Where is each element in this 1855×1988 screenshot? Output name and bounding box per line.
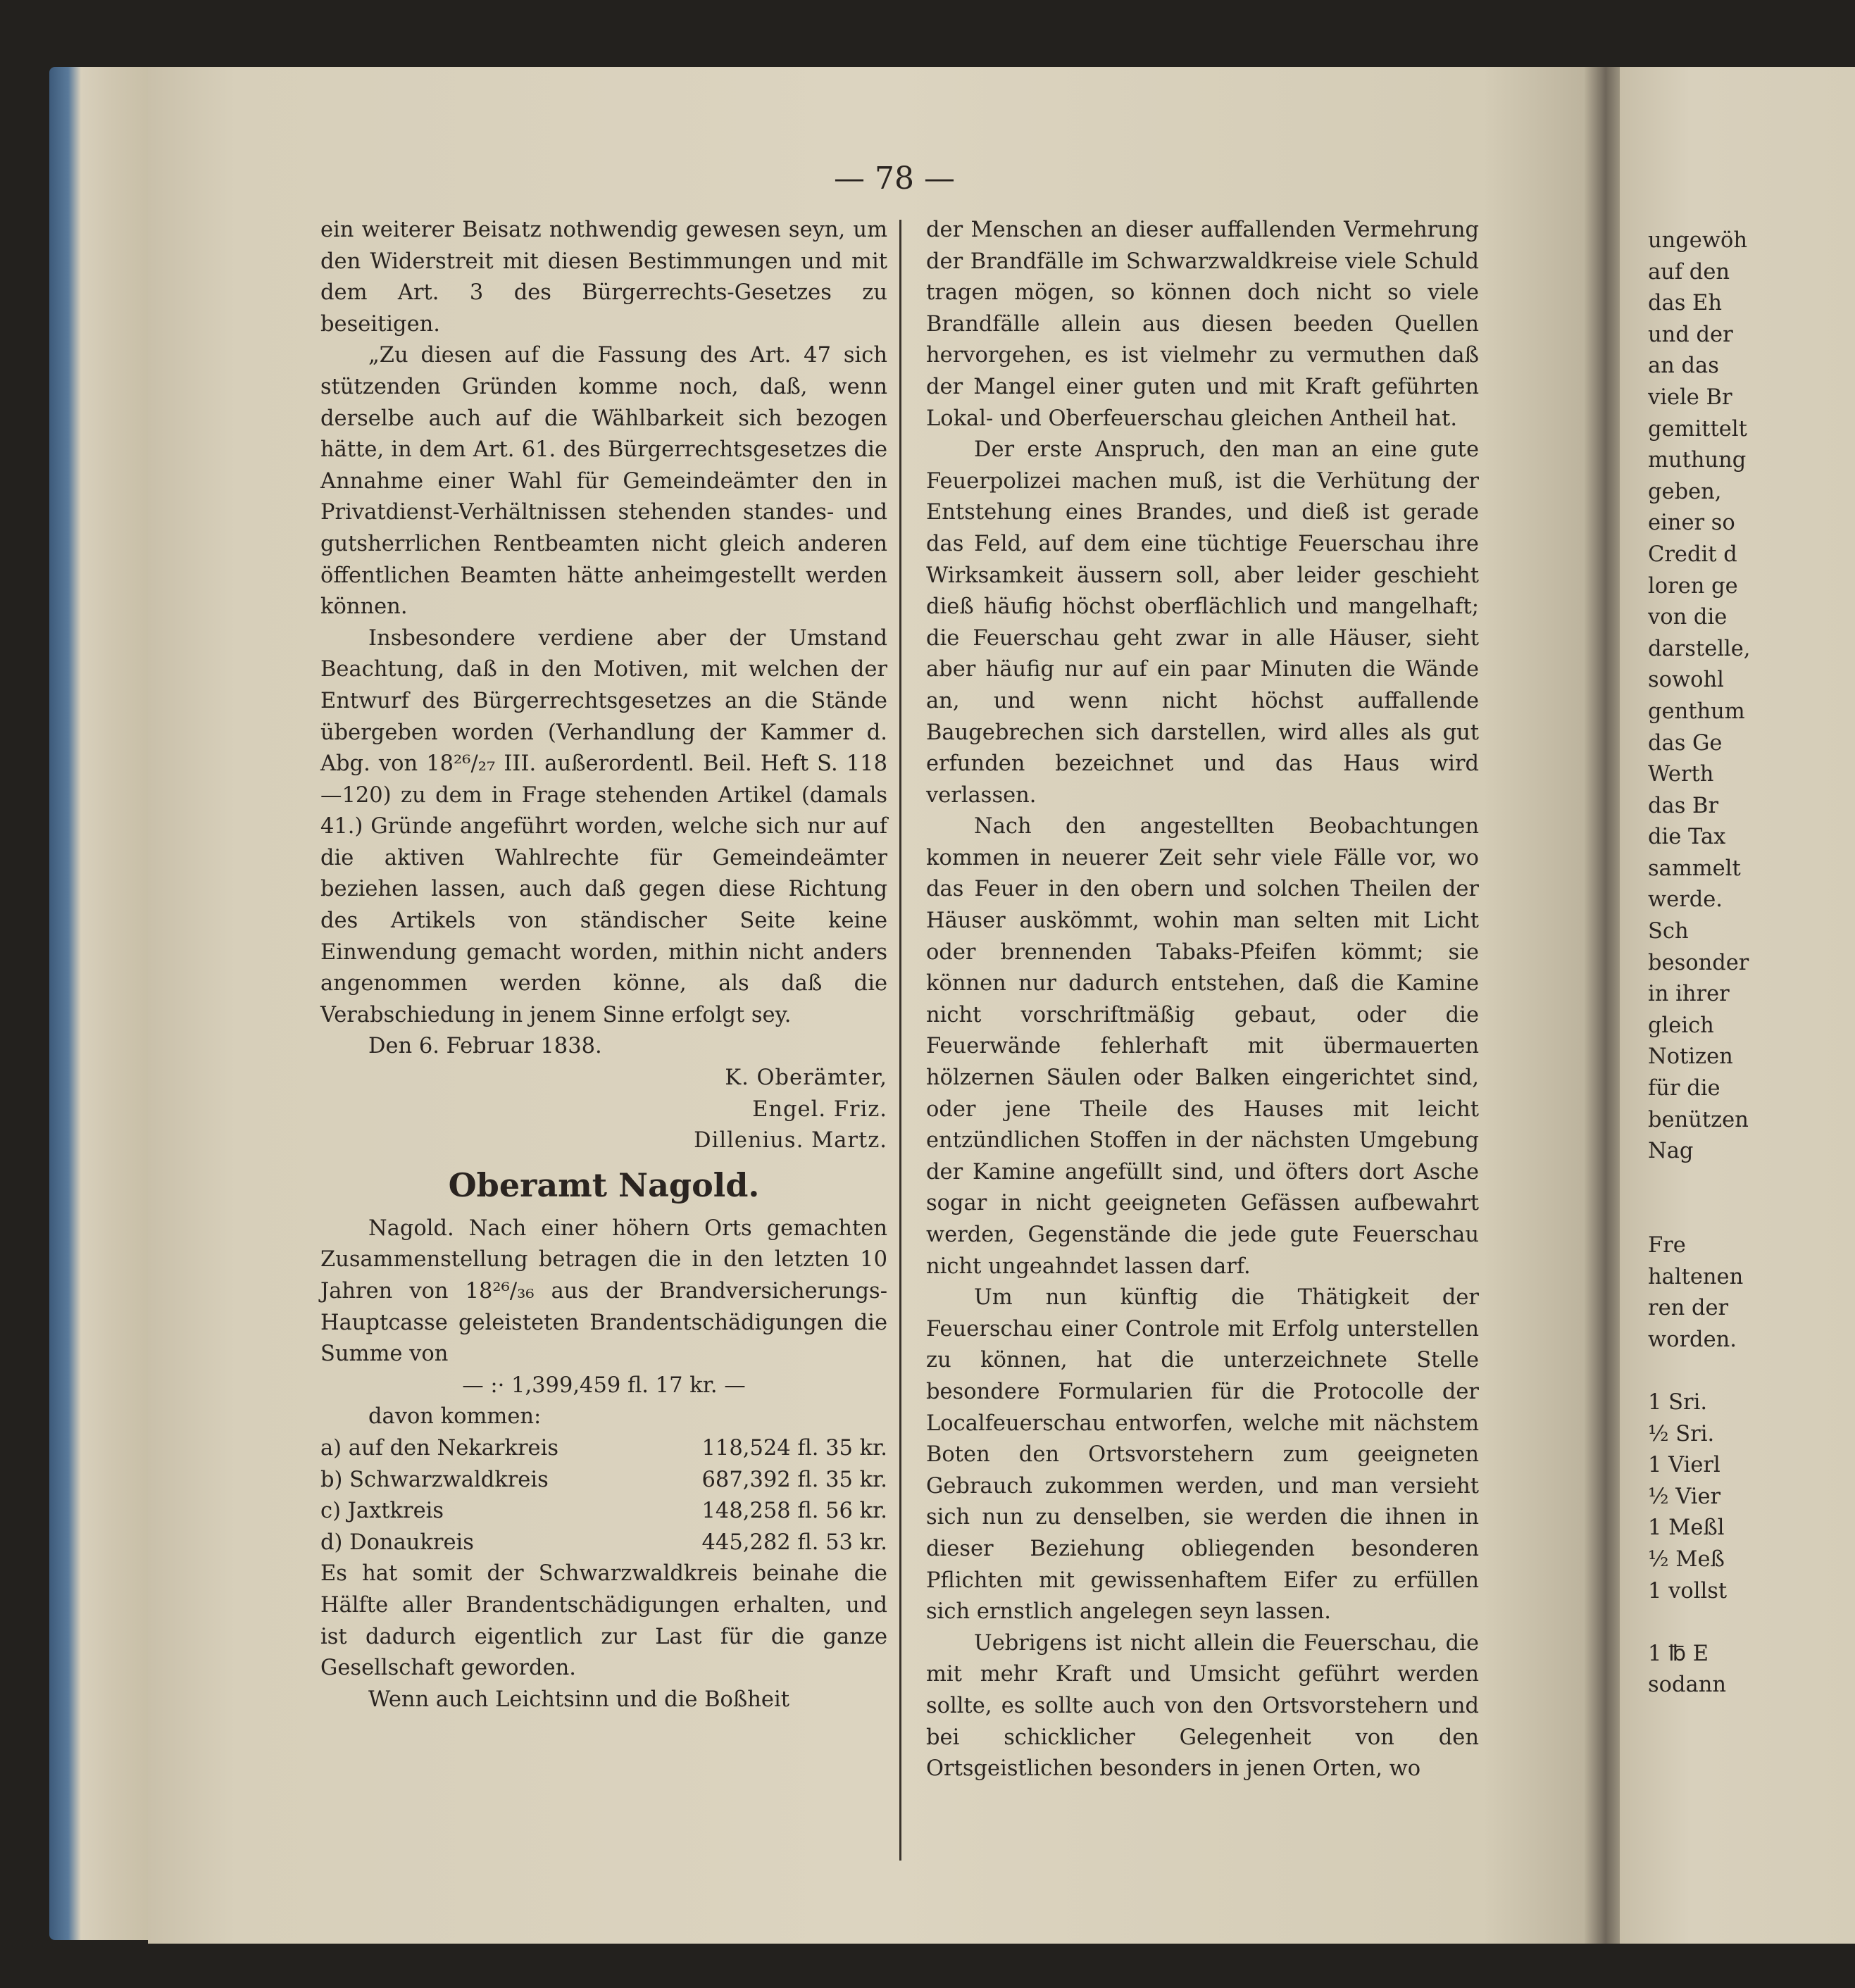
column-divider <box>899 220 901 1861</box>
row-amount: 687,392 fl. 35 kr. <box>701 1467 887 1492</box>
row-label: a) auf den Nekarkreis <box>320 1435 559 1461</box>
davon-line: davon kommen: <box>368 1404 542 1430</box>
table-row <box>320 1496 887 1527</box>
signature-line: K. Oberämter, <box>725 1065 887 1091</box>
table-row <box>320 1433 887 1465</box>
text-fragment: Credit d <box>1648 542 1737 567</box>
text-fragment: loren ge <box>1648 573 1738 599</box>
paragraph: Es hat somit der Schwarzwaldkreis beinahe die Hälfte aller Brandentschädigungen erhalten, und ist dadurch eigentlich zur Last für die ganze Gesellschaft geworden. <box>320 1561 887 1681</box>
text-fragment: sammelt <box>1648 856 1741 881</box>
paragraph: Nach den angestellten Beobachtungen kommen in neuerer Zeit sehr viele Fälle vor, wo das Feuer in den obern und solchen Theilen der Häuser auskömmt, wohin man selten mit Licht oder brennenden Tabaks-Pfeifen kömmt; sie können nur dadurch entstehen, daß die Kamine nicht vorschriftmäßig gebaut, oder die Feuerwände fehlerhaft mit übermauerten hölzernen Säulen oder Balken eingerichtet sind, oder jene Theile des Hauses mit leicht entzündlichen Stoffen in der nächsten Umgebung der Kamine angefüllt sind, und öfters dort Asche sogar in nicht geeigneten Gefässen aufbewahrt werden, Gegenstände die jede gute Feuerschau nicht ungeahndet lassen darf. <box>926 814 1479 1279</box>
total-line: — :· 1,399,459 fl. 17 kr. — <box>462 1373 746 1398</box>
row-amount: 118,524 fl. 35 kr. <box>701 1435 887 1461</box>
table-row <box>320 1527 887 1559</box>
text-fragment: Nag <box>1648 1139 1694 1164</box>
text-fragment: worden. <box>1648 1327 1737 1352</box>
text-fragment: 1 Sri. <box>1648 1389 1708 1415</box>
left-column <box>320 215 887 1715</box>
text-fragment: ½ Meß <box>1648 1546 1725 1572</box>
text-fragment: sowohl <box>1648 668 1724 693</box>
text-fragment: sodann <box>1648 1673 1727 1698</box>
text-fragment: auf den <box>1648 259 1730 285</box>
text-fragment <box>1648 1356 1855 1387</box>
row-amount: 445,282 fl. 53 kr. <box>701 1530 887 1555</box>
paragraph: ein weiterer Beisatz nothwendig gewesen seyn, um den Widerstreit mit diesen Bestimmungen und mit dem Art. 3 des Bürgerrechts-Gesetzes zu beseitigen. <box>320 218 887 337</box>
text-fragment: besonder <box>1648 950 1749 975</box>
signature-line: Engel. Friz. <box>752 1096 887 1122</box>
text-fragment: die Tax <box>1648 825 1726 850</box>
text-fragment <box>1648 1199 1855 1230</box>
text-fragment: und der <box>1648 322 1733 347</box>
text-fragment: an das <box>1648 354 1719 379</box>
paragraph: Der erste Anspruch, den man an eine gute Feuerpolizei machen muß, ist die Verhütung der Entstehung eines Brandes, und dieß ist gerade das Feld, auf dem eine tüchtige Feuerschau ihre Wirksamkeit äussern soll, aber leider geschieht dieß häufig höchst oberflächlich und mangelhaft; die Feuerschau geht zwar in alle Häuser, sieht aber häufig nur auf ein paar Minuten die Wände an, und wenn nicht höchst auffallende Baugebrechen sich darstellen, wird alles als gut erfunden bezeichnet und das Haus wird verlassen. <box>926 437 1479 808</box>
row-amount: 148,258 fl. 56 kr. <box>701 1499 887 1524</box>
table-row <box>320 1465 887 1496</box>
paragraph: „Zu diesen auf die Fassung des Art. 47 sich stützenden Gründen komme noch, daß, wenn derselbe auch auf die Wählbarkeit sich bezogen hätte, in dem Art. 61. des Bürgerrechtsgesetzes die Annahme einer Wahl für Gemeindeämter den in Privatdienst-Verhältnissen stehenden standes- und gutsherrlichen Rentbeamten nicht gleich anderen öffentlichen Beamten hätte anheimgestellt werden können. <box>320 343 887 620</box>
text-fragment: Werth <box>1648 762 1714 787</box>
text-fragment: geben, <box>1648 479 1722 504</box>
text-fragment: benützen <box>1648 1107 1749 1132</box>
right-page-text-fragments <box>1648 225 1855 1701</box>
paragraph: der Menschen an dieser auffallenden Vermehrung der Brandfälle im Schwarzwaldkreise viele Schuld tragen mögen, so können doch nicht so viele Brandfälle allein aus diesen beeden Quellen hervorgehen, es ist vielmehr zu vermuthen daß der Mangel einer guten und mit Kraft geführten Lokal- und Oberfeuerschau gleichen Antheil hat. <box>926 218 1479 431</box>
text-fragment: das Br <box>1648 793 1719 818</box>
row-label: b) Schwarzwaldkreis <box>320 1467 549 1492</box>
amounts-table <box>320 1433 887 1558</box>
text-fragment: viele Br <box>1648 385 1732 410</box>
date-line: Den 6. Februar 1838. <box>368 1034 602 1059</box>
text-fragment: einer so <box>1648 511 1735 536</box>
text-fragment: ½ Sri. <box>1648 1421 1715 1446</box>
text-fragment: Fre <box>1648 1233 1686 1258</box>
page-number: — 78 — <box>834 161 955 196</box>
text-fragment: darstelle, <box>1648 636 1751 661</box>
text-fragment: für die <box>1648 1076 1720 1101</box>
text-fragment: ungewöh <box>1648 228 1747 253</box>
text-fragment: genthum <box>1648 699 1745 724</box>
text-fragment: Sch <box>1648 919 1689 944</box>
text-fragment: ren der <box>1648 1296 1729 1321</box>
paragraph: Nagold. Nach einer höhern Orts gemachten Zusammenstellung betragen die in den letzten 10 Jahren von 18²⁶/₃₆ aus der Brandversicherungs-Hauptcasse geleisteten Brandentschädigungen die Summe von <box>320 1215 887 1367</box>
paragraph: Insbesondere verdiene aber der Umstand Beachtung, daß in den Motiven, mit welchen der Entwurf des Bürgerrechtsgesetzes an die Stände übergeben worden (Verhandlung der Kammer d. Abg. von 18²⁶/₂₇ III. außerordentl. Beil. Heft S. 118—120) zu dem in Frage stehenden Artikel (damals 41.) Gründe angeführt worden, welche sich nur auf die aktiven Wahlrechte für Gemeindeämter beziehen lassen, auch daß gegen diese Richtung des Artikels von ständischer Seite keine Einwendung gemacht worden, mithin nicht anders angenommen werden könne, als daß die Verabschiedung in jenem Sinne erfolgt sey. <box>320 625 887 1027</box>
paragraph: Wenn auch Leichtsinn und die Boßheit <box>368 1687 789 1712</box>
text-fragment <box>1648 1607 1855 1639</box>
paragraph: Um nun künftig die Thätigkeit der Feuerschau einer Controle mit Erfolg unterstellen zu können, hat die unterzeichnete Stelle besondere Formularien für die Protocolle der Localfeuerschau entworfen, welche mit nächstem Boten den Ortsvorstehern zum geeigneten Gebrauch zukommen werden, und man versieht sich nun zu denselben, sie werden die ihnen in dieser Beziehung obliegenden besonderen Pflichten mit gewissenhaftem Eifer zu erfüllen sich ernstlich angelegen seyn lassen. <box>926 1285 1479 1625</box>
middle-column <box>926 215 1479 1785</box>
text-fragment: gemittelt <box>1648 416 1747 442</box>
text-fragment: 1 Vierl <box>1648 1453 1720 1478</box>
text-fragment: 1 ℔ E <box>1648 1641 1709 1666</box>
text-fragment: das Eh <box>1648 291 1722 316</box>
text-fragment: in ihrer <box>1648 982 1730 1007</box>
text-fragment: 1 vollst <box>1648 1578 1728 1603</box>
row-label: c) Jaxtkreis <box>320 1499 444 1524</box>
text-fragment: 1 Meßl <box>1648 1515 1725 1541</box>
text-fragment: von die <box>1648 605 1728 630</box>
book-edge <box>49 67 155 1940</box>
section-heading: Oberamt Nagold. <box>448 1165 760 1204</box>
row-label: d) Donaukreis <box>320 1530 474 1555</box>
text-fragment: das Ge <box>1648 730 1723 756</box>
paragraph: Uebrigens ist nicht allein die Feuerschau, die mit mehr Kraft und Umsicht geführt werden sollte, es sollte auch von den Ortsvorstehern und bei schicklicher Gelegenheit von den Ortsgeistlichen besonders in jenen Orten, wo <box>926 1630 1479 1782</box>
text-fragment <box>1648 1168 1855 1199</box>
text-fragment: gleich <box>1648 1013 1714 1038</box>
text-fragment: haltenen <box>1648 1264 1744 1289</box>
text-fragment: ½ Vier <box>1648 1484 1721 1509</box>
text-fragment: muthung <box>1648 448 1747 473</box>
signature-line: Dillenius. Martz. <box>694 1128 887 1154</box>
text-fragment: Notizen <box>1648 1044 1733 1070</box>
text-fragment: werde. <box>1648 887 1723 913</box>
